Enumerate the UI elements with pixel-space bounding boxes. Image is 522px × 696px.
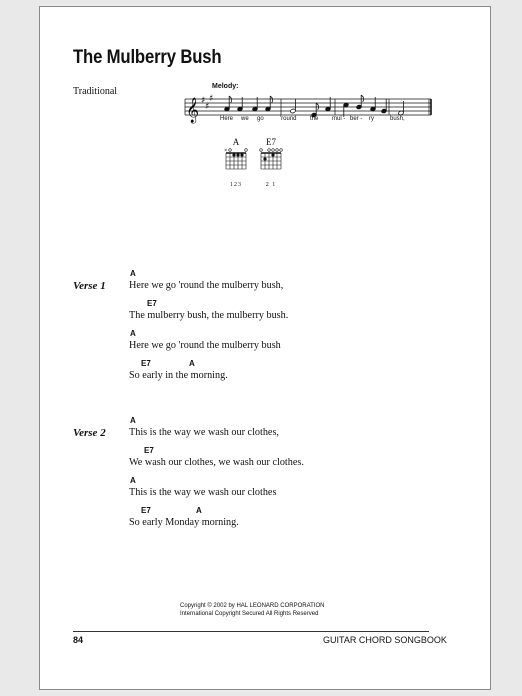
songbook-page bbox=[39, 6, 491, 690]
melody-label: Melody: bbox=[212, 83, 239, 90]
lyric-line: So early Monday morning. bbox=[129, 517, 239, 528]
chord-diagram-name: E7 bbox=[266, 137, 276, 147]
melody-notes bbox=[224, 95, 404, 118]
verse-label: Verse 1 bbox=[73, 280, 106, 292]
melody-lyric: 'round bbox=[280, 116, 297, 122]
chord-symbol: A bbox=[130, 329, 136, 338]
copyright-notice bbox=[180, 602, 324, 618]
melody-lyric: mul - bbox=[332, 116, 346, 122]
lyric-line: Here we go 'round the mulberry bush, bbox=[129, 280, 284, 291]
svg-text:♯: ♯ bbox=[205, 102, 210, 112]
melody-lyric: bush, bbox=[390, 116, 405, 122]
melody-lyric: ber - bbox=[350, 116, 363, 122]
chord-symbol: E7 bbox=[144, 446, 154, 455]
svg-text:♯: ♯ bbox=[201, 96, 206, 106]
lyric-line: This is the way we wash our clothes bbox=[129, 487, 277, 498]
chord-symbol: E7 bbox=[141, 506, 151, 515]
lyric-line: We wash our clothes, we wash our clothes. bbox=[129, 457, 304, 468]
melody-lyric: we bbox=[241, 116, 249, 122]
attribution: Traditional bbox=[73, 86, 118, 97]
chord-diagram-a bbox=[221, 137, 251, 188]
chord-diagram-e7 bbox=[256, 137, 286, 188]
chord-symbol: A bbox=[130, 416, 136, 425]
chord-symbol: E7 bbox=[141, 359, 151, 368]
chord-symbol: A bbox=[196, 506, 202, 515]
footer-rule bbox=[73, 631, 429, 632]
lyric-line: So early in the morning. bbox=[129, 370, 228, 381]
chord-symbol: A bbox=[189, 359, 195, 368]
chord-fingering: 2 1 bbox=[265, 182, 277, 188]
verse-label: Verse 2 bbox=[73, 427, 106, 439]
melody-lyric: Here bbox=[220, 116, 234, 122]
song-title: The Mulberry Bush bbox=[73, 47, 222, 68]
page-number: 84 bbox=[73, 635, 84, 645]
chord-symbol: E7 bbox=[147, 299, 157, 308]
copyright-line: International Copyright Secured All Rights Reserved bbox=[180, 611, 319, 617]
chord-symbol: A bbox=[130, 476, 136, 485]
lyric-line: Here we go 'round the mulberry bush bbox=[129, 340, 281, 351]
chord-grid-a bbox=[221, 147, 251, 177]
lyric-line: The mulberry bush, the mulberry bush. bbox=[129, 310, 289, 321]
svg-text:♯: ♯ bbox=[209, 94, 214, 104]
chord-grid-e7 bbox=[256, 147, 286, 177]
treble-clef-icon: 𝄞 bbox=[186, 98, 200, 123]
melody-lyric: go bbox=[257, 116, 264, 122]
copyright-line: Copyright © 2002 by HAL LEONARD CORPORATION bbox=[180, 603, 325, 609]
key-signature-sharps bbox=[201, 94, 213, 112]
melody-lyric: ry bbox=[369, 116, 374, 122]
svg-text:×: × bbox=[224, 147, 228, 153]
chord-diagram-name: A bbox=[232, 137, 240, 147]
lyric-line: This is the way we wash our clothes, bbox=[129, 427, 279, 438]
chord-fingering: 123 bbox=[230, 182, 242, 188]
melody-lyric: the bbox=[310, 116, 319, 122]
chord-symbol: A bbox=[130, 269, 136, 278]
book-title: GUITAR CHORD SONGBOOK bbox=[323, 635, 447, 645]
